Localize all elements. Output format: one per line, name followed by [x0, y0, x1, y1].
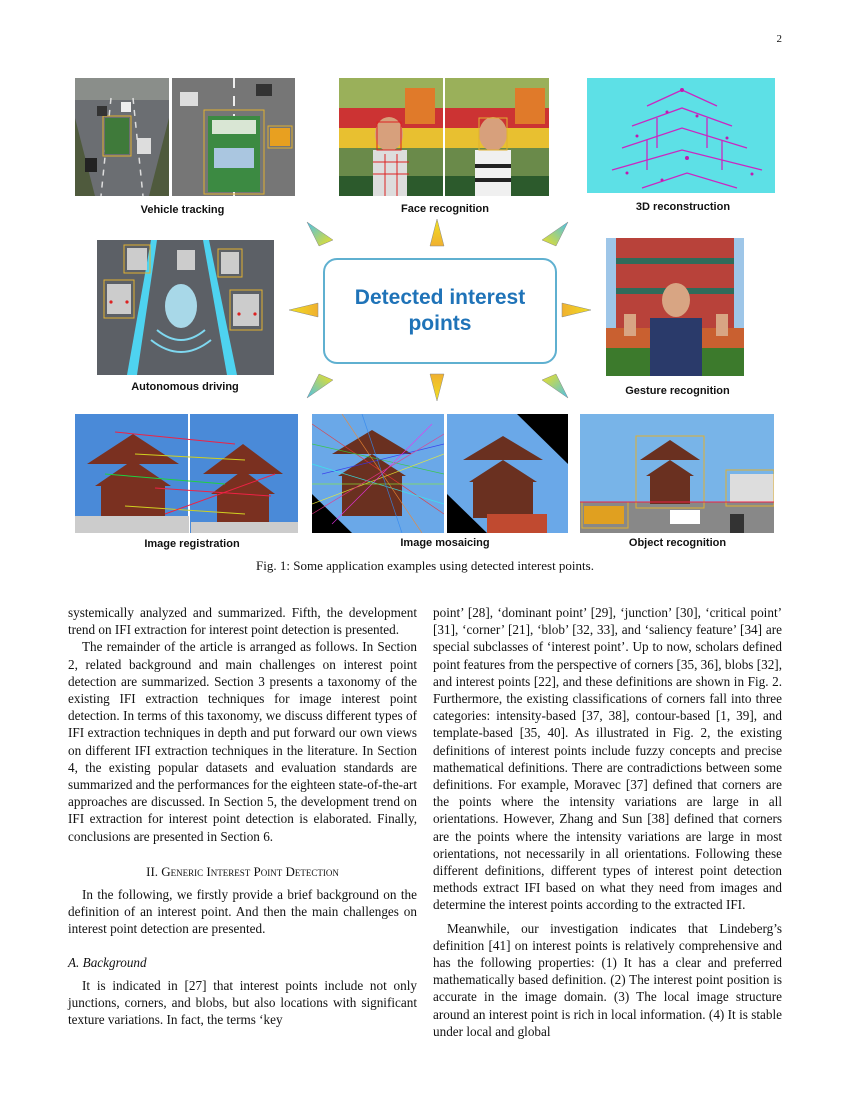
label-face-recognition: Face recognition [400, 203, 490, 215]
image-mosaicing-image-right [447, 414, 568, 533]
autonomous-driving-image [97, 240, 274, 375]
face-recognition-image-left [339, 78, 443, 196]
arrow-icon-top [429, 218, 445, 248]
arrow-icon-bottom-left [305, 372, 335, 400]
left-paragraph-1: systemically analyzed and summarized. Fifth, the development trend on IFI extraction for interest point detection is presented. [68, 605, 417, 638]
left-column [68, 604, 417, 1028]
vehicle-tracking-image-right [172, 78, 295, 196]
image-registration-image [75, 414, 298, 533]
vehicle-tracking-image-left [75, 78, 169, 196]
label-image-mosaicing: Image mosaicing [400, 537, 490, 549]
label-image-registration: Image registration [144, 538, 240, 550]
detected-interest-points-box [323, 258, 557, 364]
right-column [433, 604, 782, 1040]
center-text-line2: points [408, 312, 472, 335]
arrow-icon-bottom-right [540, 372, 570, 400]
arrow-icon-right [560, 302, 592, 318]
left-paragraph-2: The remainder of the article is arranged as follows. In Section 2, related background and main challenges on interest point detection are summarized. Section 3 presents a taxonomy of the existing IFI extraction techniques for image interest point detection. In terms of this taxonomy, we discuss different types of IFI extraction techniques in depth and put forward our own views on different IFI extraction techniques in the literature. In Section 4, the existing popular datasets and evaluation standards are summarized and the performances for the eighteen state-of-the-art approaches are discussed. In Section 5, the development trend on IFI extraction for interest point detection is elaborated. Finally, conclusions are presented in Section 6. [68, 639, 417, 844]
image-mosaicing-image-left [312, 414, 444, 533]
3d-reconstruction-image [587, 78, 775, 193]
arrow-icon-top-right [540, 220, 570, 248]
label-vehicle-tracking: Vehicle tracking [140, 204, 225, 216]
arrow-icon-left [288, 302, 320, 318]
label-gesture-recognition: Gesture recognition [625, 385, 730, 397]
figure-caption: Fig. 1: Some application examples using detected interest points. [256, 558, 594, 573]
gesture-recognition-image [606, 238, 744, 376]
right-paragraph-1: point’ [28], ‘dominant point’ [29], ‘junction’ [30], ‘critical point’ [31], ‘corner’ [21], ‘blob’ [32, 33], and ‘saliency feature’ [34] are special subclasses of ‘interest point’. Up to now, scholars defined point features from the perspective of corners [35, 36], blobs [32], and interest points [22], and these definitions are shown in Fig. 2. Furthermore, the existing classifications of corners fall into three categories: intensity-based [37, 38], contour-based [1, 39], and template-based [35, 40]. As illustrated in Fig. 2, the existing definitions of interest points include fuzzy concepts and precise mathematical definitions. There are contradictions between some definitions. For example, Moravec [37] defined that corners are the points where the intensity variations are large in all orientations. However, Zhang and Sun [38] defined that corners are the points where the intensity variations are large in most orientations, not necessarily in all orientations. Following these different definitions, different types of interest point detection methods extract IFI based on what they need from images and determine the interest points according to the extracted IFI. [433, 605, 782, 913]
label-3d-reconstruction: 3D reconstruction [635, 201, 731, 213]
center-text-line1: Detected interest [354, 286, 526, 309]
page-number: 2 [776, 33, 782, 45]
section-heading: II. Generic Interest Point Detection [146, 863, 339, 879]
label-autonomous-driving: Autonomous driving [131, 381, 239, 393]
face-recognition-image-right [445, 78, 549, 196]
label-object-recognition: Object recognition [628, 537, 727, 549]
arrow-icon-bottom [429, 372, 445, 402]
right-paragraph-2: Meanwhile, our investigation indicates that Lindeberg’s definition [41] on interest points is relatively comprehensive and has the following properties: (1) It has a clear and preferred mathematically based definition. (2) The interest point position is accurate in the image domain. (3) The local image structure around an interest point is rich in local information. (4) It is stable under local and global [433, 920, 782, 1039]
left-paragraph-3: In the following, we firstly provide a brief background on the definition of an interest point. And then the main challenges on interest point detection are presented. [68, 887, 417, 937]
left-paragraph-4: It is indicated in [27] that interest points include not only junctions, corners, and blobs, but also locations with significant texture variations. In fact, the terms ‘key [68, 977, 417, 1028]
subsection-heading: A. Background [68, 954, 147, 970]
arrow-icon-top-left [305, 220, 335, 248]
object-recognition-image [580, 414, 774, 533]
